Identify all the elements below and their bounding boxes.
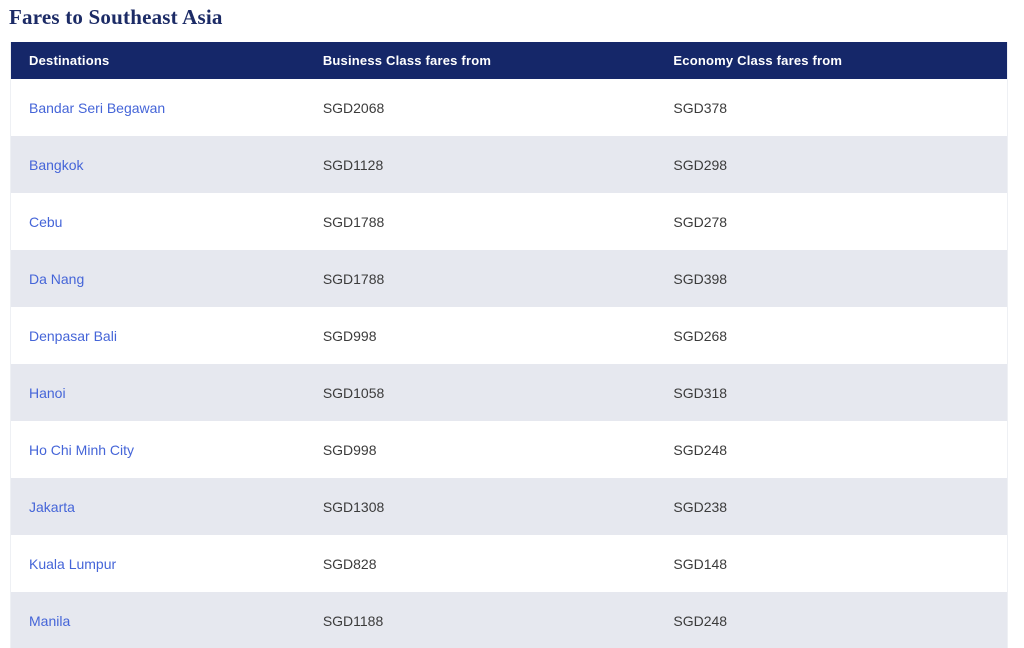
table-row (11, 364, 1007, 421)
table-row (11, 193, 1007, 250)
destination-cell (11, 535, 305, 592)
business-fare-cell: SGD1788 (322, 213, 385, 230)
destination-cell (11, 136, 305, 193)
economy-fare-cell: SGD378 (673, 99, 728, 116)
destination-link[interactable]: Denpasar Bali (29, 327, 117, 344)
table-row (11, 136, 1007, 193)
fares-table-header (11, 42, 1007, 79)
business-fare-cell: SGD1308 (322, 498, 385, 515)
business-fare-cell: SGD1128 (322, 156, 384, 173)
fares-table-container (10, 42, 1008, 648)
destination-cell (11, 592, 305, 648)
business-fare-cell: SGD1058 (322, 384, 385, 401)
economy-fare-cell: SGD248 (673, 441, 728, 458)
business-fare-cell: SGD998 (322, 327, 377, 344)
business-fare-cell: SGD1188 (322, 612, 384, 629)
economy-fare-cell: SGD318 (673, 384, 728, 401)
destination-link[interactable]: Jakarta (29, 498, 75, 515)
destination-cell (11, 193, 305, 250)
destination-cell (11, 364, 305, 421)
destination-cell (11, 421, 305, 478)
business-fare-cell: SGD1788 (322, 270, 385, 287)
destination-cell (11, 79, 305, 136)
destination-link[interactable]: Bangkok (29, 156, 84, 173)
table-row (11, 79, 1007, 136)
destination-link[interactable]: Ho Chi Minh City (29, 441, 135, 458)
table-row (11, 250, 1007, 307)
header-row (11, 42, 1007, 79)
fares-table-body (11, 79, 1007, 648)
destination-cell (11, 250, 305, 307)
business-fare-cell: SGD2068 (322, 99, 385, 116)
destination-link[interactable]: Da Nang (29, 270, 85, 287)
table-row (11, 478, 1007, 535)
destination-link[interactable]: Kuala Lumpur (29, 555, 117, 572)
economy-fare-cell: SGD238 (673, 498, 728, 515)
economy-fare-cell: SGD248 (673, 612, 728, 629)
business-fare-cell: SGD828 (322, 555, 377, 572)
table-row (11, 307, 1007, 364)
column-header-economy-fares: Economy Class fares from (655, 42, 1007, 79)
economy-fare-cell: SGD148 (673, 555, 728, 572)
economy-fare-cell: SGD298 (673, 156, 728, 173)
economy-fare-cell: SGD398 (673, 270, 728, 287)
destination-link[interactable]: Cebu (29, 213, 63, 230)
business-fare-cell: SGD998 (322, 441, 377, 458)
destination-cell (11, 307, 305, 364)
fares-table (11, 42, 1007, 648)
economy-fare-cell: SGD278 (673, 213, 728, 230)
table-row (11, 592, 1007, 648)
destination-link[interactable]: Bandar Seri Begawan (29, 99, 166, 116)
column-header-business-fares: Business Class fares from (305, 42, 656, 79)
economy-fare-cell: SGD268 (673, 327, 728, 344)
column-header-destinations: Destinations (11, 42, 305, 79)
destination-link[interactable]: Hanoi (29, 384, 66, 401)
table-row (11, 421, 1007, 478)
table-row (11, 535, 1007, 592)
destination-link[interactable]: Manila (29, 612, 71, 629)
page-title: Fares to Southeast Asia (9, 5, 223, 29)
destination-cell (11, 478, 305, 535)
